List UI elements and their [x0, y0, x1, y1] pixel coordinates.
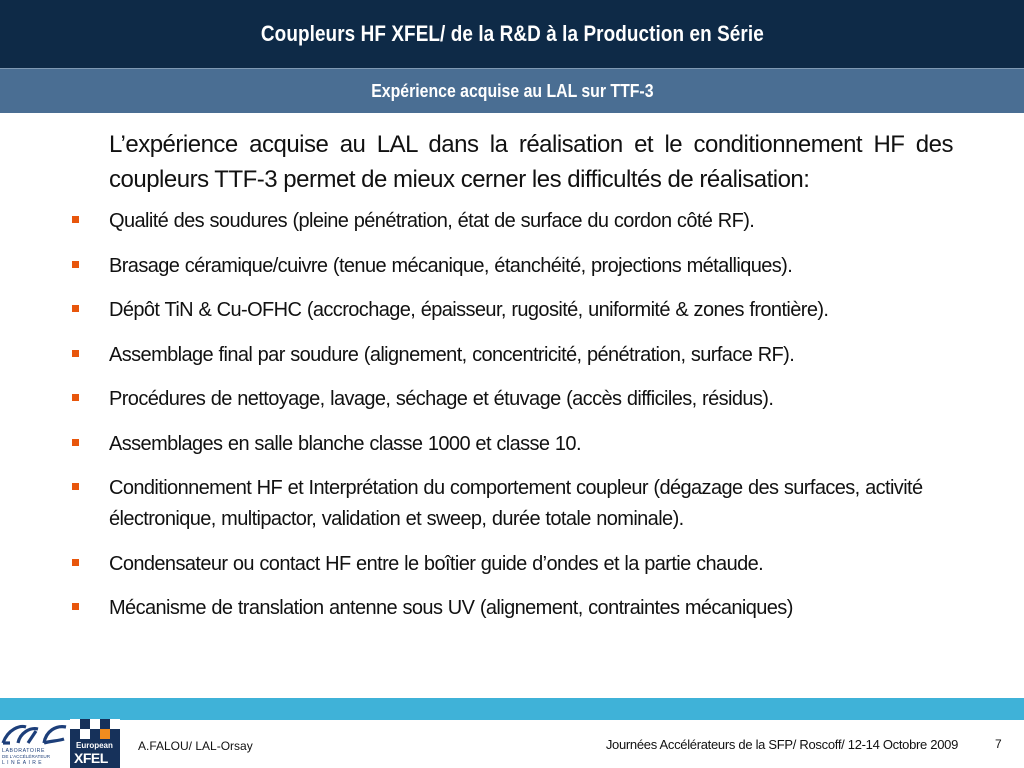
- bullet-item: [0, 473, 1024, 535]
- slide-subtitle: Expérience acquise au LAL sur TTF-3: [370, 80, 654, 101]
- square-bullet-icon: [72, 216, 79, 223]
- page-number: 7: [995, 737, 1002, 751]
- xfel-logo-square: [110, 719, 120, 729]
- square-bullet-icon: [72, 603, 79, 610]
- square-bullet-icon: [72, 350, 79, 357]
- bullet-item: [0, 429, 1024, 460]
- slide-title: Coupleurs HF XFEL/ de la R&D à la Production en Série: [260, 21, 764, 46]
- bullet-text: Mécanisme de translation antenne sous UV (alignement, contraintes mécaniques): [109, 597, 793, 619]
- xfel-logo-big-text: XFEL: [74, 750, 108, 766]
- bullet-item: [0, 206, 1024, 237]
- footer-band: [0, 698, 1024, 720]
- european-xfel-logo: [70, 719, 120, 768]
- square-bullet-icon: [72, 394, 79, 401]
- bullet-item: [0, 340, 1024, 371]
- bullet-item: [0, 384, 1024, 415]
- bullet-text: Brasage céramique/cuivre (tenue mécanique, étanchéité, projections métalliques).: [109, 254, 793, 277]
- event-label: Journées Accélérateurs de la SFP/ Roscoff/ 12-14 Octobre 2009: [605, 737, 958, 752]
- bullet-item: [0, 251, 1024, 282]
- square-bullet-icon: [72, 305, 79, 312]
- svg-text:DE L'ACCÉLÉRATEUR: DE L'ACCÉLÉRATEUR: [2, 754, 51, 759]
- bullet-text: Assemblages en salle blanche classe 1000 et classe 10.: [109, 432, 581, 455]
- intro-paragraph: L’expérience acquise au LAL dans la réalisation et le conditionnement HF des coupleurs TTF-3 permet de mieux cerner les difficultés de réalisation:: [109, 131, 953, 193]
- square-bullet-icon: [72, 559, 79, 566]
- xfel-logo-square: [90, 719, 100, 729]
- bullet-text: Assemblage final par soudure (alignement, concentricité, pénétration, surface RF).: [109, 343, 795, 366]
- svg-text:LABORATOIRE: LABORATOIRE: [2, 748, 46, 754]
- title-bar: [0, 0, 1024, 68]
- bullet-text: Dépôt TiN & Cu-OFHC (accrochage, épaisseur, rugosité, uniformité & zones frontière).: [109, 299, 829, 321]
- lal-logo-icon: [0, 721, 68, 767]
- bullet-item: [0, 593, 1024, 624]
- bullet-text: Procédures de nettoyage, lavage, séchage et étuvage (accès difficiles, résidus).: [109, 388, 774, 410]
- bullet-text: Conditionnement HF et Interprétation du comportement coupleur (dégazage des surfaces, activité électronique, multipactor, validation et sweep, durée totale nominale).: [109, 477, 923, 530]
- bullet-item: [0, 295, 1024, 326]
- square-bullet-icon: [72, 483, 79, 490]
- square-bullet-icon: [72, 439, 79, 446]
- subtitle-bar: [0, 68, 1024, 113]
- svg-text:LINÉAIRE: LINÉAIRE: [2, 760, 44, 766]
- square-bullet-icon: [72, 261, 79, 268]
- author-label: A.FALOU/ LAL-Orsay: [138, 739, 253, 753]
- xfel-logo-square: [70, 719, 80, 729]
- xfel-logo-square: [80, 729, 90, 739]
- bullet-text: Condensateur ou contact HF entre le boîtier guide d’ondes et la partie chaude.: [109, 552, 764, 575]
- xfel-logo-square: [100, 729, 110, 739]
- bullet-list: [0, 206, 1024, 638]
- bullet-item: [0, 549, 1024, 580]
- xfel-logo-small-text: European: [76, 741, 113, 750]
- bullet-text: Qualité des soudures (pleine pénétration, état de surface du cordon côté RF).: [109, 210, 755, 232]
